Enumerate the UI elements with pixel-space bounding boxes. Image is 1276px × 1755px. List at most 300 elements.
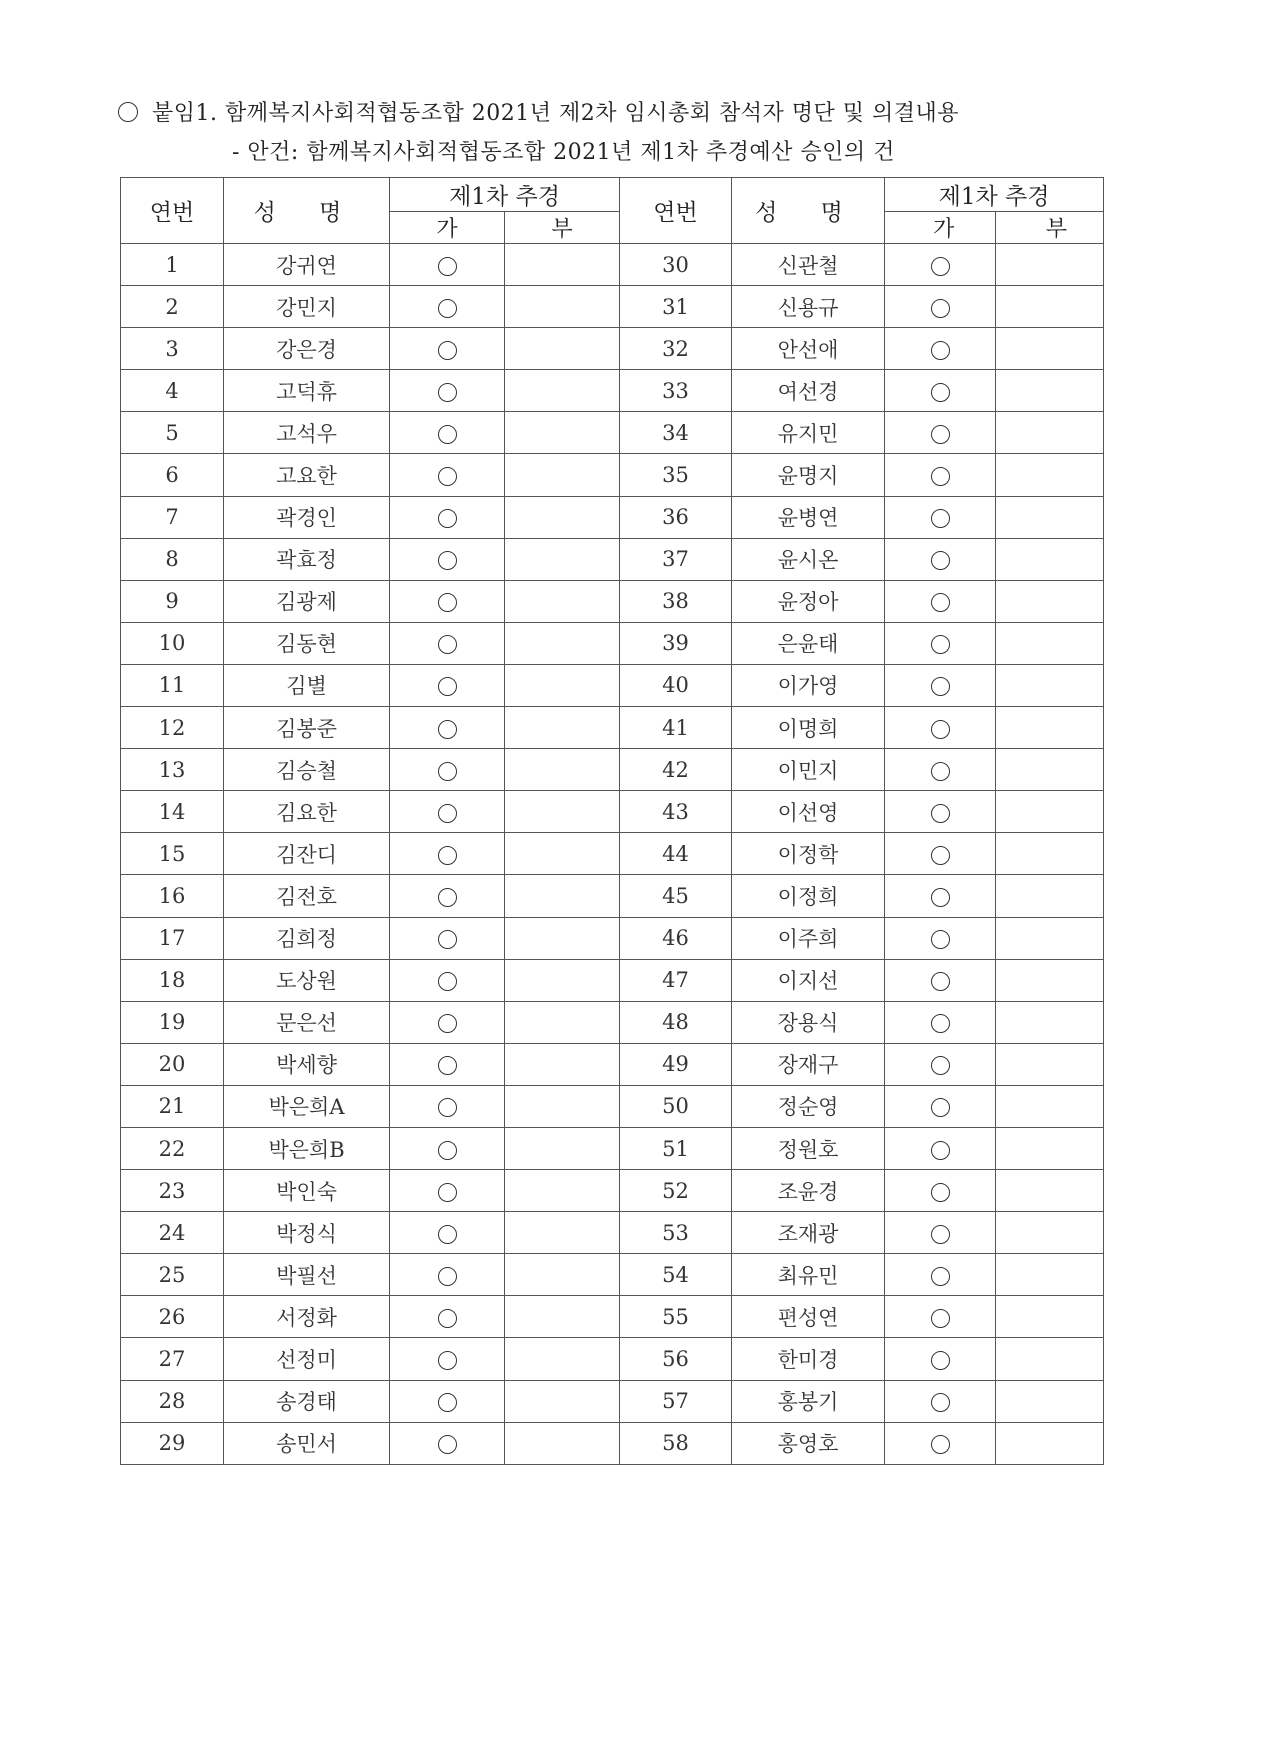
member-name: 김광제: [224, 580, 390, 622]
approve-circle-icon: [438, 1393, 457, 1412]
member-name: 이가영: [732, 664, 885, 706]
row-number: 3: [121, 328, 224, 370]
vote-yes-cell: [885, 1380, 996, 1422]
vote-no-cell: [996, 538, 1104, 580]
vote-yes-cell: [885, 1296, 996, 1338]
vote-no-cell: [996, 959, 1104, 1001]
vote-no-cell: [505, 1127, 620, 1169]
member-name: 한미경: [732, 1338, 885, 1380]
member-name: 정원호: [732, 1127, 885, 1169]
member-name: 윤정아: [732, 580, 885, 622]
row-number: 50: [620, 1085, 732, 1127]
member-name: 강민지: [224, 286, 390, 328]
row-number: 46: [620, 917, 732, 959]
approve-circle-icon: [438, 888, 457, 907]
table-row: [121, 959, 1104, 1001]
vote-yes-cell: [885, 1127, 996, 1169]
member-name: 박인숙: [224, 1170, 390, 1212]
row-number: 33: [620, 370, 732, 412]
approve-circle-icon: [931, 677, 950, 696]
row-number: 29: [121, 1422, 224, 1464]
approve-circle-icon: [931, 299, 950, 318]
vote-yes-cell: [885, 1422, 996, 1464]
vote-yes-cell: [885, 875, 996, 917]
vote-no-cell: [505, 1212, 620, 1254]
vote-yes-cell: [390, 1127, 505, 1169]
vote-yes-cell: [885, 833, 996, 875]
approve-circle-icon: [438, 804, 457, 823]
member-name: 이민지: [732, 749, 885, 791]
vote-no-cell: [996, 412, 1104, 454]
vote-no-cell: [996, 454, 1104, 496]
approve-circle-icon: [438, 1267, 457, 1286]
approve-circle-icon: [931, 1056, 950, 1075]
vote-yes-cell: [390, 917, 505, 959]
row-number: 18: [121, 959, 224, 1001]
member-name: 박은희B: [224, 1127, 390, 1169]
header-yes: 가: [390, 212, 505, 244]
vote-yes-cell: [390, 1043, 505, 1085]
row-number: 47: [620, 959, 732, 1001]
member-name: 선정미: [224, 1338, 390, 1380]
vote-no-cell: [505, 328, 620, 370]
vote-no-cell: [996, 833, 1104, 875]
member-name: 이선영: [732, 791, 885, 833]
approve-circle-icon: [438, 1056, 457, 1075]
vote-no-cell: [505, 1422, 620, 1464]
approve-circle-icon: [438, 1183, 457, 1202]
approve-circle-icon: [438, 1014, 457, 1033]
vote-yes-cell: [390, 1296, 505, 1338]
member-name: 박필선: [224, 1254, 390, 1296]
member-name: 서정화: [224, 1296, 390, 1338]
header-vote-group: 제1차 추경: [390, 178, 620, 212]
roster-body: [121, 244, 1104, 1465]
member-name: 홍영호: [732, 1422, 885, 1464]
vote-yes-cell: [885, 1085, 996, 1127]
row-number: 36: [620, 496, 732, 538]
row-number: 53: [620, 1212, 732, 1254]
table-row: [121, 622, 1104, 664]
approve-circle-icon: [931, 509, 950, 528]
vote-no-cell: [996, 1254, 1104, 1296]
vote-yes-cell: [885, 1043, 996, 1085]
row-number: 30: [620, 244, 732, 286]
approve-circle-icon: [931, 551, 950, 570]
row-number: 22: [121, 1127, 224, 1169]
table-row: [121, 664, 1104, 706]
vote-no-cell: [505, 1043, 620, 1085]
member-name: 정순영: [732, 1085, 885, 1127]
approve-circle-icon: [931, 1435, 950, 1454]
row-number: 10: [121, 622, 224, 664]
vote-no-cell: [505, 454, 620, 496]
member-name: 윤명지: [732, 454, 885, 496]
table-row: [121, 244, 1104, 286]
approve-circle-icon: [438, 593, 457, 612]
member-name: 김동현: [224, 622, 390, 664]
vote-yes-cell: [390, 1170, 505, 1212]
member-name: 유지민: [732, 412, 885, 454]
vote-no-cell: [996, 496, 1104, 538]
vote-yes-cell: [885, 707, 996, 749]
vote-yes-cell: [390, 412, 505, 454]
row-number: 54: [620, 1254, 732, 1296]
vote-yes-cell: [885, 244, 996, 286]
member-name: 이명희: [732, 707, 885, 749]
approve-circle-icon: [438, 467, 457, 486]
table-row: [121, 496, 1104, 538]
header-vote-group: 제1차 추경: [885, 178, 1104, 212]
vote-no-cell: [505, 1254, 620, 1296]
approve-circle-icon: [438, 720, 457, 739]
vote-yes-cell: [885, 749, 996, 791]
approve-circle-icon: [931, 762, 950, 781]
row-number: 24: [121, 1212, 224, 1254]
member-name: 박정식: [224, 1212, 390, 1254]
vote-no-cell: [505, 664, 620, 706]
table-row: [121, 1254, 1104, 1296]
vote-no-cell: [996, 580, 1104, 622]
vote-no-cell: [505, 875, 620, 917]
vote-no-cell: [996, 1085, 1104, 1127]
document-heading: [118, 96, 959, 127]
row-number: 31: [620, 286, 732, 328]
approve-circle-icon: [931, 635, 950, 654]
approve-circle-icon: [438, 1309, 457, 1328]
vote-no-cell: [505, 1001, 620, 1043]
vote-yes-cell: [885, 580, 996, 622]
vote-no-cell: [996, 328, 1104, 370]
row-number: 9: [121, 580, 224, 622]
member-name: 김전호: [224, 875, 390, 917]
vote-yes-cell: [390, 580, 505, 622]
approve-circle-icon: [438, 677, 457, 696]
member-name: 윤병연: [732, 496, 885, 538]
member-name: 김잔디: [224, 833, 390, 875]
vote-yes-cell: [885, 791, 996, 833]
approve-circle-icon: [931, 257, 950, 276]
vote-yes-cell: [885, 328, 996, 370]
member-name: 곽효정: [224, 538, 390, 580]
row-number: 14: [121, 791, 224, 833]
vote-no-cell: [996, 1422, 1104, 1464]
vote-yes-cell: [390, 1254, 505, 1296]
vote-yes-cell: [885, 1170, 996, 1212]
approve-circle-icon: [931, 341, 950, 360]
approve-circle-icon: [931, 1098, 950, 1117]
row-number: 23: [121, 1170, 224, 1212]
row-number: 37: [620, 538, 732, 580]
vote-yes-cell: [390, 707, 505, 749]
vote-no-cell: [505, 412, 620, 454]
vote-no-cell: [505, 286, 620, 328]
table-row: [121, 1085, 1104, 1127]
table-row: [121, 833, 1104, 875]
vote-no-cell: [996, 622, 1104, 664]
row-number: 15: [121, 833, 224, 875]
vote-no-cell: [996, 749, 1104, 791]
vote-yes-cell: [885, 1001, 996, 1043]
vote-yes-cell: [390, 664, 505, 706]
member-name: 송민서: [224, 1422, 390, 1464]
member-name: 김희정: [224, 917, 390, 959]
row-number: 57: [620, 1380, 732, 1422]
table-row: [121, 580, 1104, 622]
vote-yes-cell: [885, 496, 996, 538]
vote-no-cell: [505, 580, 620, 622]
table-row: [121, 1380, 1104, 1422]
vote-yes-cell: [390, 1422, 505, 1464]
table-row: [121, 1043, 1104, 1085]
member-name: 홍봉기: [732, 1380, 885, 1422]
approve-circle-icon: [931, 804, 950, 823]
vote-no-cell: [996, 875, 1104, 917]
vote-no-cell: [996, 1212, 1104, 1254]
member-name: 도상원: [224, 959, 390, 1001]
vote-no-cell: [996, 244, 1104, 286]
approve-circle-icon: [438, 1225, 457, 1244]
approve-circle-icon: [438, 341, 457, 360]
vote-no-cell: [996, 1338, 1104, 1380]
row-number: 12: [121, 707, 224, 749]
vote-yes-cell: [390, 286, 505, 328]
member-name: 장재구: [732, 1043, 885, 1085]
approve-circle-icon: [931, 383, 950, 402]
vote-yes-cell: [390, 622, 505, 664]
row-number: 21: [121, 1085, 224, 1127]
row-number: 26: [121, 1296, 224, 1338]
row-number: 2: [121, 286, 224, 328]
header-name: 성 명: [732, 178, 885, 244]
approve-circle-icon: [931, 1309, 950, 1328]
vote-yes-cell: [885, 1338, 996, 1380]
vote-no-cell: [505, 1338, 620, 1380]
approve-circle-icon: [438, 972, 457, 991]
approve-circle-icon: [931, 720, 950, 739]
member-name: 윤시온: [732, 538, 885, 580]
table-row: [121, 328, 1104, 370]
approve-circle-icon: [438, 1351, 457, 1370]
header-number: 연번: [620, 178, 732, 244]
row-number: 13: [121, 749, 224, 791]
row-number: 1: [121, 244, 224, 286]
row-number: 8: [121, 538, 224, 580]
vote-no-cell: [996, 1127, 1104, 1169]
member-name: 이정학: [732, 833, 885, 875]
member-name: 편성연: [732, 1296, 885, 1338]
row-number: 5: [121, 412, 224, 454]
vote-no-cell: [505, 917, 620, 959]
vote-no-cell: [505, 1380, 620, 1422]
approve-circle-icon: [438, 1435, 457, 1454]
approve-circle-icon: [438, 930, 457, 949]
vote-yes-cell: [390, 791, 505, 833]
row-number: 55: [620, 1296, 732, 1338]
member-name: 김요한: [224, 791, 390, 833]
vote-no-cell: [505, 1085, 620, 1127]
table-row: [121, 454, 1104, 496]
vote-yes-cell: [390, 833, 505, 875]
header-number: 연번: [121, 178, 224, 244]
member-name: 고석우: [224, 412, 390, 454]
vote-yes-cell: [885, 454, 996, 496]
vote-yes-cell: [885, 1212, 996, 1254]
vote-yes-cell: [390, 244, 505, 286]
approve-circle-icon: [931, 1267, 950, 1286]
row-number: 7: [121, 496, 224, 538]
row-number: 32: [620, 328, 732, 370]
member-name: 신용규: [732, 286, 885, 328]
table-row: [121, 1127, 1104, 1169]
vote-no-cell: [996, 370, 1104, 412]
approve-circle-icon: [438, 551, 457, 570]
approve-circle-icon: [931, 1393, 950, 1412]
member-name: 김별: [224, 664, 390, 706]
vote-no-cell: [505, 244, 620, 286]
header-yes: 가: [885, 212, 996, 244]
member-name: 장용식: [732, 1001, 885, 1043]
agenda-subheading: - 안건: 함께복지사회적협동조합 2021년 제1차 추경예산 승인의 건: [232, 140, 895, 165]
table-row: [121, 1422, 1104, 1464]
row-number: 58: [620, 1422, 732, 1464]
vote-no-cell: [505, 622, 620, 664]
row-number: 44: [620, 833, 732, 875]
approve-circle-icon: [438, 509, 457, 528]
approve-circle-icon: [931, 1183, 950, 1202]
member-name: 강은경: [224, 328, 390, 370]
row-number: 4: [121, 370, 224, 412]
member-name: 김승철: [224, 749, 390, 791]
row-number: 42: [620, 749, 732, 791]
vote-yes-cell: [885, 1254, 996, 1296]
row-number: 49: [620, 1043, 732, 1085]
vote-yes-cell: [390, 496, 505, 538]
member-name: 조윤경: [732, 1170, 885, 1212]
vote-no-cell: [996, 1380, 1104, 1422]
row-number: 11: [121, 664, 224, 706]
table-row: [121, 1170, 1104, 1212]
row-number: 34: [620, 412, 732, 454]
vote-yes-cell: [390, 1085, 505, 1127]
table-row: [121, 538, 1104, 580]
vote-no-cell: [505, 496, 620, 538]
table-row: [121, 749, 1104, 791]
table-row: [121, 412, 1104, 454]
vote-yes-cell: [390, 875, 505, 917]
approve-circle-icon: [931, 1014, 950, 1033]
table-row: [121, 875, 1104, 917]
vote-no-cell: [996, 1296, 1104, 1338]
row-number: 19: [121, 1001, 224, 1043]
member-name: 이정희: [732, 875, 885, 917]
vote-yes-cell: [390, 1338, 505, 1380]
row-number: 20: [121, 1043, 224, 1085]
vote-no-cell: [996, 1170, 1104, 1212]
member-name: 이지선: [732, 959, 885, 1001]
vote-no-cell: [505, 707, 620, 749]
approve-circle-icon: [931, 846, 950, 865]
row-number: 27: [121, 1338, 224, 1380]
vote-no-cell: [996, 1001, 1104, 1043]
approve-circle-icon: [931, 972, 950, 991]
vote-no-cell: [505, 370, 620, 412]
approve-circle-icon: [931, 930, 950, 949]
vote-no-cell: [505, 1296, 620, 1338]
table-row: [121, 370, 1104, 412]
approve-circle-icon: [438, 299, 457, 318]
approve-circle-icon: [438, 257, 457, 276]
table-row: [121, 1001, 1104, 1043]
row-number: 51: [620, 1127, 732, 1169]
vote-yes-cell: [885, 538, 996, 580]
member-name: 고덕휴: [224, 370, 390, 412]
approve-circle-icon: [438, 383, 457, 402]
bullet-circle-icon: [118, 102, 138, 122]
approve-circle-icon: [931, 1225, 950, 1244]
row-number: 52: [620, 1170, 732, 1212]
vote-no-cell: [996, 1043, 1104, 1085]
table-row: [121, 1296, 1104, 1338]
vote-yes-cell: [885, 370, 996, 412]
approve-circle-icon: [438, 762, 457, 781]
vote-no-cell: [505, 538, 620, 580]
table-row: [121, 1212, 1104, 1254]
table-row: [121, 917, 1104, 959]
table-row: [121, 286, 1104, 328]
vote-yes-cell: [390, 370, 505, 412]
approve-circle-icon: [931, 467, 950, 486]
row-number: 16: [121, 875, 224, 917]
table-row: [121, 707, 1104, 749]
vote-yes-cell: [390, 1380, 505, 1422]
vote-yes-cell: [885, 622, 996, 664]
row-number: 35: [620, 454, 732, 496]
vote-no-cell: [996, 917, 1104, 959]
approve-circle-icon: [438, 635, 457, 654]
vote-no-cell: [505, 791, 620, 833]
header-no: 부: [996, 212, 1104, 244]
member-name: 고요한: [224, 454, 390, 496]
row-number: 28: [121, 1380, 224, 1422]
row-number: 39: [620, 622, 732, 664]
vote-yes-cell: [885, 664, 996, 706]
approve-circle-icon: [438, 1141, 457, 1160]
vote-no-cell: [996, 791, 1104, 833]
row-number: 17: [121, 917, 224, 959]
approve-circle-icon: [931, 425, 950, 444]
heading-text: 붙임1. 함께복지사회적협동조합 2021년 제2차 임시총회 참석자 명단 및 의결내용: [152, 101, 959, 126]
vote-no-cell: [505, 1170, 620, 1212]
row-number: 6: [121, 454, 224, 496]
approve-circle-icon: [438, 1098, 457, 1117]
vote-yes-cell: [885, 286, 996, 328]
approve-circle-icon: [931, 888, 950, 907]
vote-no-cell: [996, 286, 1104, 328]
vote-yes-cell: [390, 538, 505, 580]
vote-yes-cell: [390, 454, 505, 496]
vote-yes-cell: [390, 1212, 505, 1254]
row-number: 45: [620, 875, 732, 917]
vote-no-cell: [996, 707, 1104, 749]
vote-yes-cell: [390, 328, 505, 370]
table-row: [121, 1338, 1104, 1380]
vote-yes-cell: [885, 959, 996, 1001]
member-name: 박세향: [224, 1043, 390, 1085]
approve-circle-icon: [438, 425, 457, 444]
row-number: 41: [620, 707, 732, 749]
table-row: [121, 791, 1104, 833]
